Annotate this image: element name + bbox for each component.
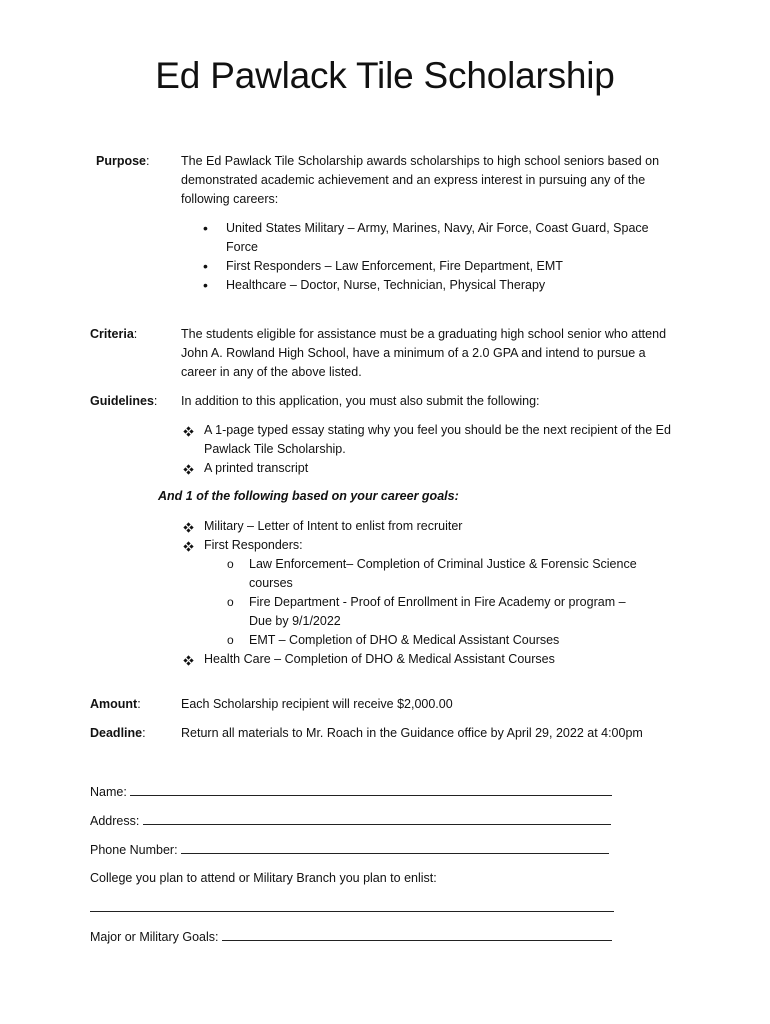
address-field (90, 811, 611, 831)
deadline-label-text: Deadline (90, 726, 143, 740)
college-field (90, 869, 437, 888)
deadline-label: Deadline: (90, 726, 146, 740)
career-goals-list (181, 517, 691, 669)
list-item (181, 650, 691, 669)
address-blank[interactable] (143, 811, 611, 825)
sublist-item: o Law Enforcement– Completion of Criminal Justice & Forensic Science courses (204, 555, 644, 593)
phone-field-label: Phone Number: (90, 843, 178, 857)
diamond-bullet-icon (184, 656, 192, 664)
name-field (90, 782, 612, 802)
criteria-label-text: Criteria (90, 327, 134, 341)
purpose-text: The Ed Pawlack Tile Scholarship awards scholarships to high school seniors based on demonstrated academic achievement and an express interest in pursuing any of the following careers: (181, 154, 660, 206)
list-item-text: A 1-page typed essay stating why you feel you should be the next recipient of the Ed Pawlack Tile Scholarship. (204, 423, 671, 456)
list-item: • First Responders – Law Enforcement, Fire Department, EMT (181, 257, 671, 276)
guidelines-text: In addition to this application, you must also submit the following: (181, 394, 540, 408)
diamond-bullet-icon (184, 427, 192, 435)
amount-text: Each Scholarship recipient will receive $2,000.00 (181, 697, 453, 711)
guidelines-label: Guidelines: (90, 394, 158, 408)
careers-list (181, 219, 671, 295)
college-blank[interactable] (90, 898, 614, 912)
list-item: • United States Military – Army, Marines, Navy, Air Force, Coast Guard, Space Force (181, 219, 671, 257)
list-item-text: First Responders: (204, 538, 303, 552)
name-blank[interactable] (130, 782, 612, 796)
name-field-label: Name: (90, 785, 127, 799)
guidelines-list (181, 421, 691, 478)
amount-label: Amount: (90, 697, 141, 711)
amount-label-text: Amount (90, 697, 138, 711)
page-title: Ed Pawlack Tile Scholarship (155, 55, 615, 96)
criteria-text: The students eligible for assistance must be a graduating high school senior who attend John A. Rowland High School, have a minimum of a 2.0 GPA and intend to pursue a career in any of the above listed. (181, 327, 667, 379)
deadline-text: Return all materials to Mr. Roach in the Guidance office by April 29, 2022 at 4:00pm (181, 726, 643, 740)
list-item (181, 421, 691, 459)
sublist-item: o EMT – Completion of DHO & Medical Assistant Courses (204, 631, 644, 650)
list-item (181, 517, 691, 536)
list-item: • Healthcare – Doctor, Nurse, Technician, Physical Therapy (181, 276, 671, 295)
diamond-bullet-icon (184, 542, 192, 550)
list-item-text: A printed transcript (204, 461, 309, 475)
address-field-label: Address: (90, 814, 140, 828)
diamond-bullet-icon (184, 465, 192, 473)
guidelines-label-text: Guidelines (90, 394, 154, 408)
criteria-label: Criteria: (90, 327, 138, 341)
career-goals-heading: And 1 of the following based on your career goals: (158, 489, 459, 503)
purpose-label: Purpose: (96, 154, 150, 168)
diamond-bullet-icon (184, 523, 192, 531)
list-item (181, 459, 691, 478)
phone-blank[interactable] (181, 840, 609, 854)
first-responders-sublist (204, 555, 644, 650)
list-item-text: Health Care – Completion of DHO & Medical Assistant Courses (204, 652, 555, 666)
major-field (90, 927, 612, 947)
major-blank[interactable] (222, 927, 612, 941)
sublist-item: o Fire Department - Proof of Enrollment in Fire Academy or program – Due by 9/1/2022 (204, 593, 644, 631)
purpose-label-text: Purpose (96, 154, 147, 168)
list-item-text: Military – Letter of Intent to enlist from recruiter (204, 519, 463, 533)
college-field-label: College you plan to attend or Military Branch you plan to enlist: (90, 871, 437, 885)
major-field-label: Major or Military Goals: (90, 930, 219, 944)
college-answer-line (90, 898, 614, 918)
list-item (181, 536, 691, 650)
phone-field (90, 840, 609, 860)
